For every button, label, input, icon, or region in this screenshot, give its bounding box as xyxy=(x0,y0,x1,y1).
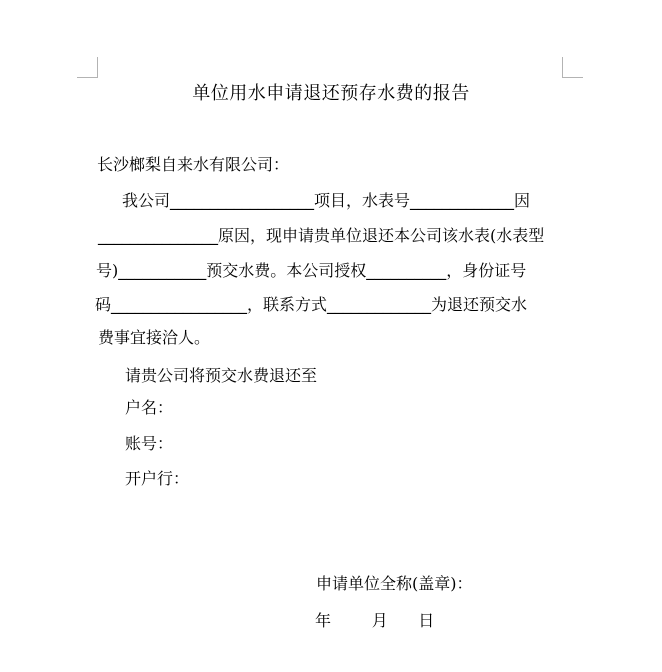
paragraph-text: ，联系方式 xyxy=(247,295,328,314)
paragraph-text: 我公司 xyxy=(122,191,171,210)
paragraph-text: 因 xyxy=(514,191,531,210)
bank-name-label: 开户行： xyxy=(125,469,190,488)
paragraph-line-3 xyxy=(96,261,526,281)
paragraph-text: 预交水费。本公司授权 xyxy=(206,261,367,280)
applicant-unit-seal-label: 申请单位全称(盖章)： xyxy=(316,574,473,593)
blank-field-reason[interactable]: _______________ xyxy=(98,226,218,245)
paragraph-line-5: 费事宜接洽人。 xyxy=(98,328,211,347)
paragraph-text: ，身份证号 xyxy=(446,261,527,280)
paragraph-text: 项目，水表号 xyxy=(314,191,411,210)
document-title: 单位用水申请退还预存水费的报告 xyxy=(192,83,470,104)
text-boundary-mark-top-left xyxy=(77,57,98,78)
paragraph-text: 号) xyxy=(96,261,119,280)
paragraph-line-4 xyxy=(95,295,527,315)
paragraph-text: 为退还预交水 xyxy=(431,295,528,314)
blank-field-id-number[interactable]: _________________ xyxy=(111,295,248,314)
blank-field-project[interactable]: __________________ xyxy=(170,191,315,210)
date-line: 年 月 日 xyxy=(315,611,435,630)
paragraph-line-2 xyxy=(98,226,544,246)
paragraph-line-1 xyxy=(122,191,530,211)
account-name-label: 户名： xyxy=(125,398,174,417)
blank-field-authorized-person[interactable]: __________ xyxy=(366,261,447,280)
blank-field-contact[interactable]: _____________ xyxy=(327,295,432,314)
blank-field-meter-number[interactable]: _____________ xyxy=(410,191,515,210)
account-number-label: 账号： xyxy=(125,434,174,453)
refund-request-line: 请贵公司将预交水费退还至 xyxy=(125,366,318,385)
paragraph-text: 码 xyxy=(95,295,112,314)
paragraph-text: 原因，现申请贵单位退还本公司该水表(水表型 xyxy=(218,226,545,245)
text-boundary-mark-top-right xyxy=(562,57,583,78)
blank-field-meter-model[interactable]: ___________ xyxy=(118,261,207,280)
salutation: 长沙榔梨自来水有限公司： xyxy=(97,155,290,174)
